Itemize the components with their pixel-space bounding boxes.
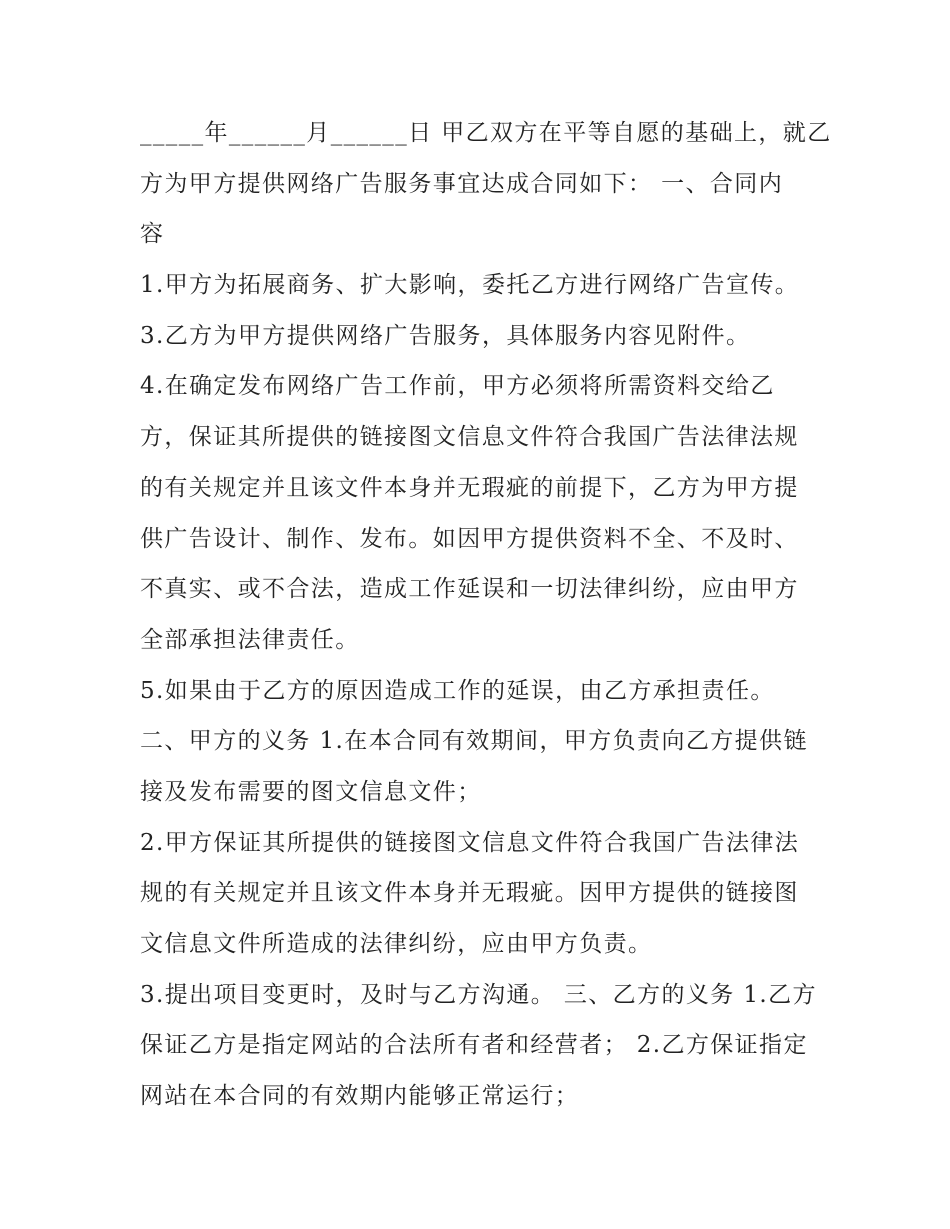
text-line: 网站在本合同的有效期内能够正常运行； — [140, 1083, 580, 1110]
document-body — [140, 108, 832, 1122]
text-line: 文信息文件所造成的法律纠纷，应由甲方负责。 — [140, 931, 653, 957]
text-line: 5.如果由于乙方的原因造成工作的延误，由乙方承担责任。 — [140, 677, 775, 704]
text-line: 的有关规定并且该文件本身并无瑕疵的前提下，乙方为甲方提 — [140, 474, 799, 501]
text-line: 1.甲方为拓展商务、扩大影响，委托乙方进行网络广告宣传。 — [140, 272, 800, 299]
text-line: 2.甲方保证其所提供的链接图文信息文件符合我国广告法律法 — [140, 829, 800, 856]
text-line: 3.提出项目变更时，及时与乙方沟通。 三、乙方的义务 1.乙方 — [140, 981, 817, 1008]
text-line: _____年______月______日 甲乙双方在平等自愿的基础上，就乙 — [140, 120, 832, 146]
text-line: 3.乙方为甲方提供网络广告服务，具体服务内容见附件。 — [140, 322, 751, 349]
text-line: 规的有关规定并且该文件本身并无瑕疵。因甲方提供的链接图 — [140, 880, 799, 907]
text-line: 4.在确定发布网络广告工作前，甲方必须将所需资料交给乙 — [140, 373, 775, 400]
text-line: 方，保证其所提供的链接图文信息文件符合我国广告法律法规 — [140, 424, 799, 451]
text-line: 接及发布需要的图文信息文件； — [140, 778, 482, 805]
text-line: 供广告设计、制作、发布。如因甲方提供资料不全、不及时、 — [140, 525, 799, 552]
text-line: 二、甲方的义务 1.在本合同有效期间，甲方负责向乙方提供链 — [140, 728, 808, 755]
text-line: 不真实、或不合法，造成工作延误和一切法律纠纷，应由甲方 — [140, 576, 799, 603]
text-line: 方为甲方提供网络广告服务事宜达成合同如下： 一、合同内 — [140, 170, 784, 197]
text-line: 全部承担法律责任。 — [140, 626, 360, 653]
text-line: 容 — [140, 221, 165, 248]
text-line: 保证乙方是指定网站的合法所有者和经营者； 2.乙方保证指定 — [140, 1032, 808, 1059]
